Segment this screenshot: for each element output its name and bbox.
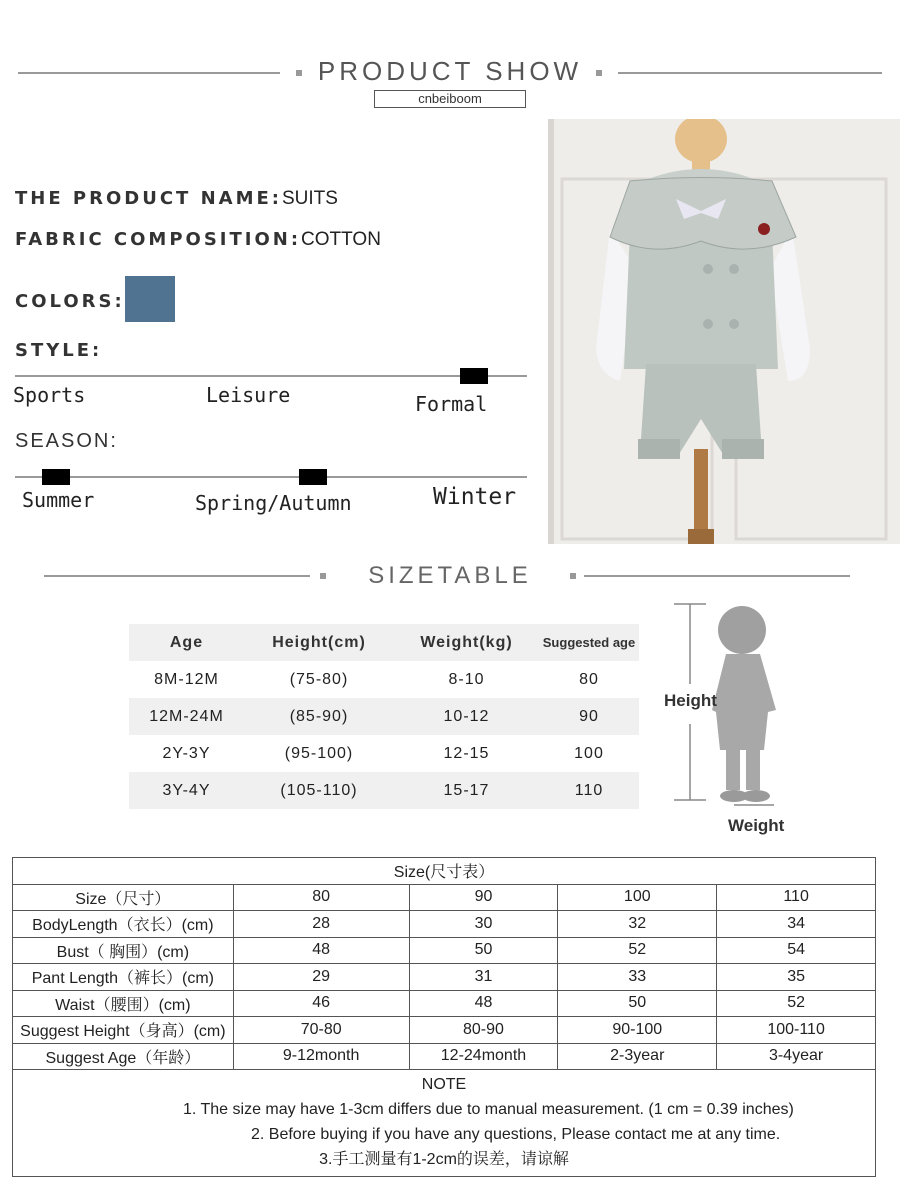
size-chart-row — [13, 990, 876, 1017]
header-line-right — [618, 72, 882, 74]
season-option-spring-autumn: Spring/Autumn — [195, 491, 352, 515]
size-chart-row — [13, 1043, 876, 1070]
size-grid-cell: 12M-24M — [149, 707, 224, 725]
style-option-leisure: Leisure — [206, 383, 291, 407]
size-chart-cell: Waist（腰围）(cm) — [13, 990, 234, 1017]
size-chart-cell: 35 — [717, 964, 876, 991]
style-label: STYLE: — [15, 340, 103, 361]
size-grid-cell: 12-15 — [443, 744, 490, 762]
size-grid-cell: (85-90) — [289, 707, 349, 725]
height-label: Height — [664, 691, 717, 710]
style-option-formal: Formal — [415, 392, 488, 416]
size-grid-header-cell: Age — [169, 633, 204, 651]
size-grid-row — [129, 698, 639, 735]
fabric-label: FABRIC COMPOSITION: — [15, 229, 302, 250]
size-chart-note-row — [13, 1070, 876, 1177]
size-chart-cell: 90 — [409, 884, 558, 911]
size-chart-cell: Bust（ 胸围）(cm) — [13, 937, 234, 964]
size-grid-row — [129, 661, 639, 698]
season-scale-line — [15, 476, 527, 478]
size-chart-cell: 52 — [558, 937, 717, 964]
size-grid-cell: (95-100) — [284, 744, 354, 762]
size-chart-cell: 28 — [233, 911, 409, 938]
size-chart-cell: 12-24month — [409, 1043, 558, 1070]
note-line-2: 2. Before buying if you have any questions, Please contact me at any time. — [251, 1126, 781, 1143]
size-chart-cell: 46 — [233, 990, 409, 1017]
sizetable-line-right — [584, 575, 850, 577]
size-chart-cell: 50 — [409, 937, 558, 964]
size-grid-row — [129, 735, 639, 772]
size-chart-cell: 32 — [558, 911, 717, 938]
style-option-sports: Sports — [13, 383, 86, 407]
size-chart-cell: 34 — [717, 911, 876, 938]
size-chart-cell: Size（尺寸） — [13, 884, 234, 911]
size-chart-cell: 80-90 — [409, 1017, 558, 1044]
size-chart-cell: 31 — [409, 964, 558, 991]
size-chart-cell: 110 — [717, 884, 876, 911]
size-grid-header — [129, 624, 639, 661]
note-line-3: 3.手工测量有1-2cm的误差，请谅解 — [319, 1151, 569, 1168]
colors-label: COLORS: — [15, 291, 125, 312]
size-chart-cell: 100-110 — [717, 1017, 876, 1044]
size-grid-cell: (105-110) — [280, 781, 358, 799]
size-chart-row — [13, 884, 876, 911]
header-bullet-right — [596, 70, 602, 76]
season-marker-spring-autumn — [299, 469, 327, 485]
size-chart-cell: 54 — [717, 937, 876, 964]
size-grid-header-cell: Height(cm) — [272, 633, 366, 651]
season-label: SEASON: — [15, 430, 118, 452]
size-grid-cell: 15-17 — [443, 781, 490, 799]
size-grid — [129, 624, 639, 809]
page-title: PRODUCT SHOW — [317, 56, 583, 86]
size-chart-cell: 33 — [558, 964, 717, 991]
size-grid-cell: 110 — [574, 781, 604, 799]
style-scale-line — [15, 375, 527, 377]
sizetable-title: SIZETABLE — [368, 562, 532, 589]
brand-label: cnbeiboom — [374, 90, 526, 108]
size-grid-header-cell: Suggested age — [542, 635, 636, 650]
sizetable-bullet-right — [570, 573, 576, 579]
note-line-1: 1. The size may have 1-3cm differs due to manual measurement. (1 cm = 0.39 inches) — [183, 1101, 794, 1118]
size-grid-cell: (75-80) — [289, 670, 349, 688]
size-grid-cell: 3Y-4Y — [162, 781, 211, 799]
size-grid-cell: 8M-12M — [154, 670, 219, 688]
size-chart-cell: Pant Length（裤长）(cm) — [13, 964, 234, 991]
size-chart-note — [13, 1070, 876, 1177]
color-swatch — [125, 276, 175, 322]
size-chart-cell: 100 — [558, 884, 717, 911]
size-chart-table — [12, 857, 876, 1177]
size-chart-cell: 80 — [233, 884, 409, 911]
suit-illustration — [548, 119, 900, 544]
size-chart-cell: 50 — [558, 990, 717, 1017]
fabric-row — [15, 229, 381, 251]
weight-label: Weight — [728, 816, 785, 835]
size-grid-cell: 2Y-3Y — [162, 744, 211, 762]
size-chart-cell: 29 — [233, 964, 409, 991]
size-chart-cell: Suggest Height（身高）(cm) — [13, 1017, 234, 1044]
size-grid-header-cell: Weight(kg) — [420, 633, 513, 651]
size-chart-cell: 70-80 — [233, 1017, 409, 1044]
season-marker-summer — [42, 469, 70, 485]
size-chart-row — [13, 964, 876, 991]
size-chart-cell: 52 — [717, 990, 876, 1017]
note-title: NOTE — [421, 1076, 467, 1093]
fabric-value: COTTON — [301, 229, 381, 250]
size-chart-cell: 2-3year — [558, 1043, 717, 1070]
size-chart-cell: 90-100 — [558, 1017, 717, 1044]
size-chart-cell: 30 — [409, 911, 558, 938]
product-photo — [548, 119, 900, 544]
product-name-label: THE PRODUCT NAME: — [15, 188, 282, 209]
size-chart-cell: Suggest Age（年龄） — [13, 1043, 234, 1070]
season-option-summer: Summer — [22, 488, 95, 512]
size-chart-row — [13, 911, 876, 938]
size-chart-cell: 48 — [233, 937, 409, 964]
size-chart-cell: 48 — [409, 990, 558, 1017]
size-chart-cell: 9-12month — [233, 1043, 409, 1070]
size-grid-cell: 10-12 — [443, 707, 490, 725]
product-name-value: SUITS — [281, 188, 338, 209]
size-grid-cell: 80 — [579, 670, 599, 688]
size-grid-cell: 8-10 — [448, 670, 485, 688]
size-chart-row — [13, 937, 876, 964]
size-chart-cell: BodyLength（衣长）(cm) — [13, 911, 234, 938]
product-name-row — [15, 188, 338, 210]
style-marker-formal — [460, 368, 488, 384]
size-chart-cell: 3-4year — [717, 1043, 876, 1070]
size-chart-title: Size(尺寸表） — [13, 858, 876, 885]
season-option-winter: Winter — [433, 484, 517, 510]
size-grid-cell: 100 — [574, 744, 604, 762]
size-grid-row — [129, 772, 639, 809]
size-chart-row — [13, 1017, 876, 1044]
size-chart-title-row — [13, 858, 876, 885]
size-grid-cell: 90 — [579, 707, 599, 725]
